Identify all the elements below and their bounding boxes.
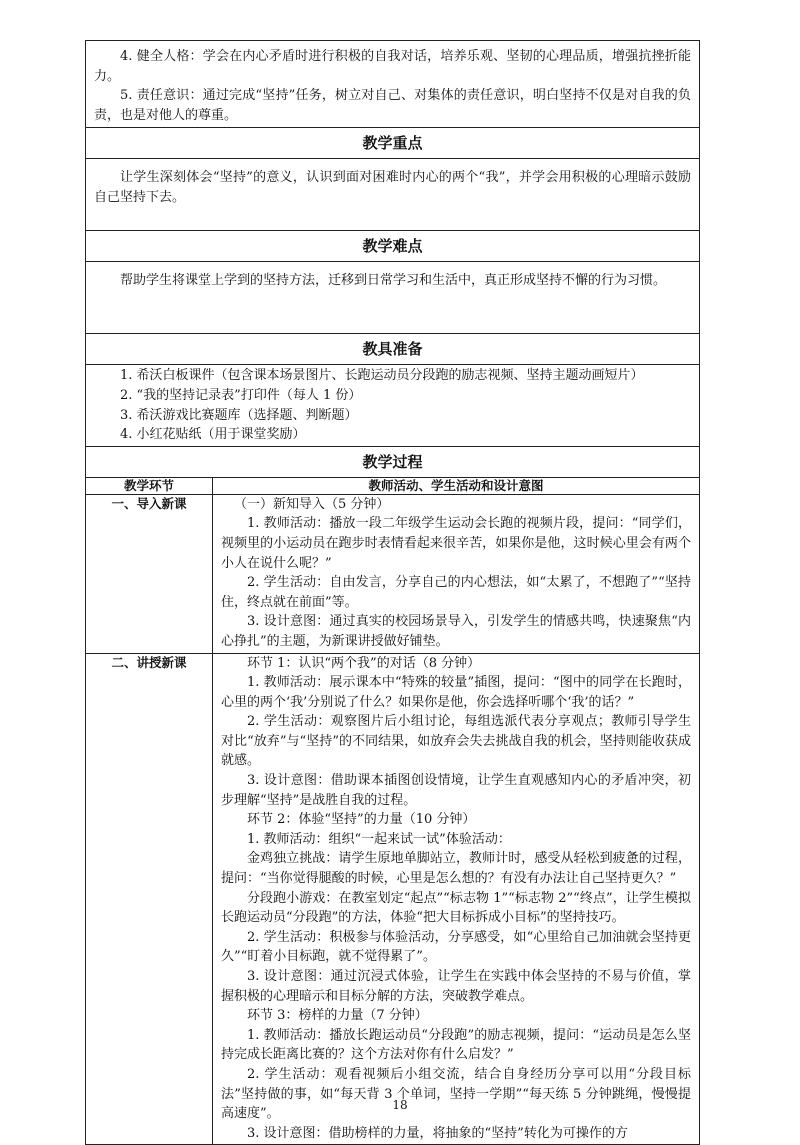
stage-content-teaching — [213, 653, 700, 1145]
material-item-3: 3. 希沃游戏比赛题库（选择题、判断题） — [120, 407, 358, 423]
stage-row-teaching — [86, 653, 700, 1145]
segment-1-title: 环节 1：认识“两个我”的对话（8 分钟） — [247, 655, 481, 671]
segment-2-intent: 3. 设计意图：通过沉浸式体验，让学生在实践中体会坚持的不易与价值，掌握积极的心理暗示和目标分解的方法，突破教学难点。 — [221, 969, 691, 1004]
segment-2-balance-challenge: 金鸡独立挑战：请学生原地单脚站立，教师计时，感受从轻松到疲惫的过程，提问：“当你觉得腿酸的时候，心里是怎么想的？有没有办法让自己坚持更久？” — [221, 851, 691, 887]
lesson-plan-table — [85, 40, 700, 1145]
goals-row — [86, 41, 700, 128]
segment-2-title: 环节 2：体验“坚持”的力量（10 分钟） — [247, 812, 476, 828]
key-points-cell — [86, 159, 700, 231]
difficult-points-text: 帮助学生将课堂上学到的坚持方法，迁移到日常学习和生活中，真正形成坚持不懈的行为习惯。 — [120, 273, 667, 289]
material-item-2: 2. “我的坚持记录表”打印件（每人 1 份） — [120, 387, 362, 403]
difficult-points-cell — [86, 262, 700, 334]
col-header-stage: 教学环节 — [86, 477, 213, 494]
difficult-points-row — [86, 262, 700, 334]
segment-2-student: 2. 学生活动：积极参与体验活动，分享感受，如“心里给自己加油就会坚持更久”“盯着小目标跑，就不觉得累了”。 — [221, 929, 691, 965]
intro-subtitle: （一）新知导入（5 分钟） — [234, 496, 390, 512]
segment-3-intent: 3. 设计意图：借助榜样的力量，将抽象的“坚持”转化为可操作的方 — [247, 1125, 628, 1141]
goal-item-4: 4. 健全人格：学会在内心矛盾时进行积极的自我对话，培养乐观、坚韧的心理品质，增强抗挫折能力。 — [94, 49, 691, 84]
segment-2-interval-game: 分段跑小游戏：在教室划定“起点”“标志物 1”“标志物 2”“终点”，让学生模拟长跑运动员“分段跑”的方法，体验“把大目标拆成小目标”的坚持技巧。 — [221, 890, 691, 926]
col-header-content: 教师活动、学生活动和设计意图 — [213, 477, 700, 494]
difficult-points-header-row — [86, 231, 700, 262]
segment-3-student: 2. 学生活动：观看视频后小组交流，结合自身经历分享可以用“分段目标法”坚持做的事，如“每天背 3 个单词，坚持一学期”“每天练 5 分钟跳绳，慢慢提高速度”。 — [221, 1066, 691, 1122]
segment-1-intent: 3. 设计意图：借助课本插图创设情境，让学生直观感知内心的矛盾冲突，初步理解“坚持”是战胜自我的过程。 — [221, 773, 691, 808]
segment-2-teacher: 1. 教师活动：组织“一起来试一试”体验活动： — [247, 831, 511, 847]
materials-cell — [86, 365, 700, 446]
material-item-4: 4. 小红花贴纸（用于课堂奖励） — [120, 427, 306, 443]
key-points-row — [86, 159, 700, 231]
stage-content-intro — [213, 494, 700, 653]
process-header-row — [86, 446, 700, 477]
process-title: 教学过程 — [86, 446, 700, 477]
segment-1-student: 2. 学生活动：观察图片后小组讨论，每组选派代表分享观点；教师引导学生对比“放弃”与“坚持”的不同结果，如放弃会失去挑战自我的机会，坚持则能收获成就感。 — [221, 714, 691, 769]
goals-cell — [86, 41, 700, 128]
segment-3-title: 环节 3：榜样的力量（7 分钟） — [247, 1008, 428, 1024]
materials-title: 教具准备 — [86, 334, 700, 365]
page-number: 18 — [392, 1098, 408, 1112]
key-points-header-row — [86, 128, 700, 159]
process-column-header-row — [86, 477, 700, 494]
material-item-1: 1. 希沃白板课件（包含课本场景图片、长跑运动员分段跑的励志视频、坚持主题动画短片） — [120, 368, 644, 384]
materials-header-row — [86, 334, 700, 365]
stage-name-teaching: 二、讲授新课 — [86, 653, 213, 1145]
difficult-points-title: 教学难点 — [86, 231, 700, 262]
intro-teacher-activity: 1. 教师活动：播放一段二年级学生运动会长跑的视频片段，提问：“同学们，视频里的小运动员在跑步时表情看起来很辛苦，如果你是他，这时候心里会有两个小人在说什么呢？” — [221, 516, 691, 571]
key-points-text: 让学生深刻体会“坚持”的意义，认识到面对困难时内心的两个“我”，并学会用积极的心理暗示鼓励自己坚持下去。 — [94, 170, 691, 205]
materials-row — [86, 365, 700, 446]
goal-item-5: 5. 责任意识：通过完成“坚持”任务，树立对自己、对集体的责任意识，明白坚持不仅是对自我的负责，也是对他人的尊重。 — [94, 88, 691, 123]
stage-row-intro — [86, 494, 700, 653]
intro-design-intent: 3. 设计意图：通过真实的校园场景导入，引发学生的情感共鸣，快速聚焦“内心挣扎”的主题，为新课讲授做好铺垫。 — [221, 614, 691, 649]
key-points-title: 教学重点 — [86, 128, 700, 159]
segment-3-teacher: 1. 教师活动：播放长跑运动员“分段跑”的励志视频，提问：“运动员是怎么坚持完成长距离比赛的？这个方法对你有什么启发？” — [221, 1027, 691, 1063]
stage-name-intro: 一、导入新课 — [86, 494, 213, 653]
intro-student-activity: 2. 学生活动：自由发言，分享自己的内心想法，如“太累了，不想跑了”“坚持住，终点就在前面”等。 — [221, 575, 691, 610]
lesson-plan-page — [85, 40, 699, 1145]
segment-1-teacher: 1. 教师活动：展示课本中“特殊的较量”插图，提问：“图中的同学在长跑时，心里的两个‘我’分别说了什么？如果你是他，你会选择听哪个‘我’的话？” — [221, 675, 691, 710]
